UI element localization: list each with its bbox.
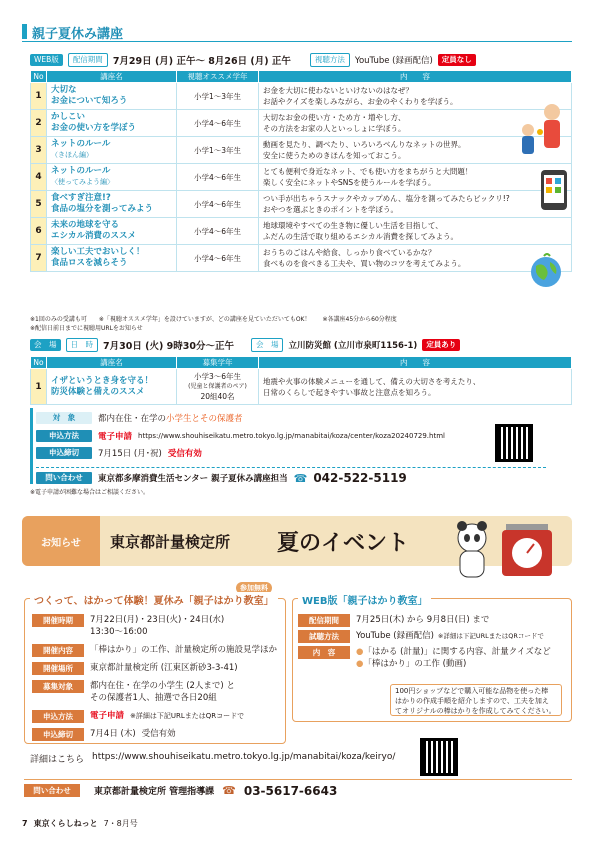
- right-panel-title: WEB版「親子はかり教室」: [298, 592, 431, 607]
- header-grade: 募集学年: [177, 357, 259, 369]
- qr-code-apply[interactable]: [495, 424, 533, 462]
- right-value-line1: [356, 646, 551, 658]
- panda-scale-illustration: [442, 518, 562, 580]
- grade-line3: 20組40名: [200, 391, 235, 401]
- venue-tag: 会 場: [30, 339, 61, 351]
- course-name: [47, 110, 177, 137]
- course-grade: 小学4～6年生: [177, 191, 259, 218]
- header-no: No: [31, 71, 47, 83]
- course-name-line1: イザというとき身を守る！: [51, 375, 154, 386]
- desc-line2: 安全に使うためのきほんを知っておこう。: [263, 151, 406, 160]
- left-value: 電子申請: [90, 711, 125, 721]
- web-note-2: ※配信日前日までに視聴用URLをお知らせ: [30, 325, 143, 332]
- course-desc: [259, 245, 572, 272]
- phone-icon: ☎: [293, 471, 308, 485]
- desc-line1: 動画を見たり、調べたり、いろいろべんりなネットの世界。: [263, 140, 466, 149]
- event-title: 夏のイベント: [277, 531, 410, 556]
- desc-line1: お金を大切に使わないといけないのはなぜ？: [263, 86, 413, 95]
- event-contact-label: 問い合わせ: [24, 784, 80, 797]
- desc-line2: その方法をお家の人といっしょに学ぼう。: [263, 124, 406, 133]
- right-row-content: [298, 646, 551, 670]
- qr-code-event[interactable]: [420, 738, 458, 776]
- right-row-period: [298, 614, 489, 627]
- contact-label: 問い合わせ: [36, 472, 92, 484]
- header-content: 内 容: [259, 71, 572, 83]
- left-label: 開催内容: [32, 644, 84, 657]
- venue-place: 立川防災館 (立川市泉町1156-1): [288, 341, 418, 351]
- left-panel-title: つくって、はかって体験！夏休み「親子はかり教室」: [30, 592, 278, 607]
- course-name-line1: 食べすぎ注意!?: [51, 193, 111, 203]
- table-row: [31, 218, 572, 245]
- method-value: 電子申請: [98, 432, 133, 442]
- right-value-text: 「はかる (計量)」に関する内容、計量クイズなど: [363, 647, 551, 657]
- table-row: [31, 83, 572, 110]
- notice-badge: お知らせ: [22, 516, 100, 566]
- course-grade: 小学4～6年生: [177, 218, 259, 245]
- row-no: 4: [31, 164, 47, 191]
- course-name-line1: ネットのルール: [51, 166, 111, 176]
- event-banner: [22, 516, 572, 566]
- left-row-content: [32, 644, 277, 657]
- deadline-value: 7月15日 (月･祝): [98, 449, 162, 459]
- section-header: [22, 22, 572, 42]
- target-highlight: 小学生とその保護者: [166, 414, 243, 424]
- right-info-box: [390, 684, 562, 716]
- left-value: 東京都計量検定所 (江東区新砂3-3-41): [90, 663, 238, 673]
- grade-line1: 小学3～6年生: [193, 371, 242, 381]
- title-bar-decoration: [22, 24, 27, 39]
- left-value: 「棒はかり」の工作、計量検定所の施設見学ほか: [90, 645, 278, 655]
- magazine-name: 東京くらしねっと: [33, 819, 98, 828]
- contact-tel: 042-522-5119: [313, 471, 407, 485]
- course-name-sub: 〈使ってみよう編〉: [51, 178, 114, 186]
- venue-capacity-badge: 定員あり: [422, 339, 460, 351]
- detail-line: [30, 752, 395, 765]
- desc-line2: 楽しく安全にネットやSNSを使うルールを学ぼう。: [263, 178, 436, 187]
- right-value-note: ※詳細は下記URLまたはQRコードで: [437, 632, 544, 640]
- course-grade: 小学4～6年生: [177, 164, 259, 191]
- course-name: [47, 83, 177, 110]
- web-period: 7月29日 (月) 正午～ 8月26日 (月) 正午: [112, 56, 291, 67]
- right-value: [356, 646, 551, 670]
- desc-line2: お話やクイズを楽しみながら、お金のやくわりを学ぼう。: [263, 97, 458, 106]
- left-row-place: [32, 662, 238, 675]
- course-name: [47, 218, 177, 245]
- course-name-line2: 食品ロスを減らそう: [51, 258, 128, 268]
- right-value: 7月25日(木) から 9月8日(日) まで: [356, 615, 490, 625]
- left-label: 開催時期: [32, 614, 84, 627]
- course-desc: [259, 369, 572, 405]
- desc-line2: 日常のくらしで起きやすい事故と注意点を知ろう。: [263, 387, 436, 397]
- course-name-line1: かしこい: [51, 112, 86, 122]
- course-grade: 小学1～3年生: [177, 137, 259, 164]
- row-no: 7: [31, 245, 47, 272]
- grade-line2: (児童と保護者のペア): [188, 382, 247, 390]
- phone-icon: ☎: [222, 784, 236, 797]
- desc-line1: おうちのごはんや給食、しっかり食べているかな？: [263, 248, 436, 257]
- earth-illustration: [528, 252, 564, 292]
- course-name-line1: 楽しい工夫でおいしく！: [51, 247, 145, 257]
- course-desc: [259, 218, 572, 245]
- desc-line2: ふだんの生活で取り組めるエシカル消費を探してみよう。: [263, 232, 458, 241]
- left-row-method: [32, 710, 244, 723]
- web-tag: WEB版: [30, 54, 63, 66]
- desc-line1: つい手が出ちゃうスナックやカップめん、塩分を測ってみたらビックリ!?: [263, 194, 510, 203]
- course-name-line2: 食品の塩分を測ってみよう: [51, 204, 154, 214]
- deadline-highlight: 受信有効: [167, 449, 202, 459]
- header-content: 内 容: [259, 357, 572, 369]
- section-title: 親子夏休み講座: [32, 27, 124, 42]
- right-value-text: 「棒はかり」の工作 (動画): [363, 659, 467, 669]
- course-grade: 小学4～6年生: [177, 245, 259, 272]
- left-row-period: [32, 614, 224, 638]
- target-row: [36, 412, 243, 424]
- left-label: 申込方法: [32, 710, 84, 723]
- web-note-1: ※1回のみの受講も可 ※「視聴オススメ学年」を設けていますが、どの講座を見ていただいてもOK！ ※各講座45分から60分程度: [30, 316, 397, 323]
- period-label: 配信期間: [68, 53, 108, 67]
- course-name-line2: お金の使い方を学ぼう: [51, 123, 137, 133]
- web-course-table: [30, 70, 572, 272]
- desc-line1: 大切なお金の使い方・ため方・増やし方、: [263, 113, 406, 122]
- web-method: YouTube (録画配信): [354, 56, 433, 66]
- header-no: No: [31, 357, 47, 369]
- course-name-line1: 未来の地球を守る: [51, 220, 120, 230]
- left-row-target: [32, 680, 235, 704]
- row-no: 1: [31, 83, 47, 110]
- target-prefix: 都内在住・在学の: [98, 414, 167, 424]
- header-grade: 視聴オススメ学年: [177, 71, 259, 83]
- event-contact-tel: 03-5617-6643: [243, 783, 338, 798]
- left-label: 開催場所: [32, 662, 84, 675]
- left-label: 募集対象: [32, 680, 84, 693]
- course-name-line1: 大切な: [51, 85, 77, 95]
- box-line2: はかりの作成手順を紹介しますので、工夫を加え: [395, 697, 549, 705]
- issue-label: 7・8月号: [103, 819, 138, 828]
- left-value-note: ※詳細は下記URLまたはQRコードで: [130, 712, 245, 720]
- table-row: [31, 110, 572, 137]
- course-name: [47, 245, 177, 272]
- left-value-line2: その保護者1人、抽選で各日20組: [90, 693, 217, 703]
- course-desc: [259, 191, 572, 218]
- course-name: [47, 137, 177, 164]
- table-row: [31, 137, 572, 164]
- page-number: 7: [22, 819, 28, 828]
- box-line1: 100円ショップなどで購入可能な品物を使った棒: [395, 687, 549, 695]
- course-name-line1: ネットのルール: [51, 139, 111, 149]
- apply-url-link[interactable]: https://www.shouhiseikatu.metro.tokyo.lg.jp/manabitai/koza/center/koza20240729.html: [138, 432, 445, 440]
- smartphone-illustration: [538, 168, 570, 212]
- left-value-note: 受信有効: [141, 729, 176, 739]
- right-value: YouTube (録画配信): [356, 631, 434, 641]
- bullet-icon: ●: [356, 647, 364, 657]
- right-row-method: [298, 630, 544, 643]
- deadline-row: [36, 447, 202, 459]
- venue-course-table: [30, 356, 572, 405]
- header-name: 講座名: [47, 357, 177, 369]
- contact-row: [36, 467, 546, 485]
- event-org: 東京都計量検定所: [110, 533, 231, 551]
- left-value: 7月4日 (木): [90, 729, 136, 739]
- desc-line2: 食べものを食べきる工夫や、買い物のコツを考えてみよう。: [263, 259, 466, 268]
- left-label: 申込締切: [32, 728, 84, 741]
- right-label: 試聴方法: [298, 630, 350, 643]
- course-name: [47, 164, 177, 191]
- course-name-line2: エシカル消費のススメ: [51, 231, 137, 241]
- header-name: 講座名: [47, 71, 177, 83]
- row-no: 1: [31, 369, 47, 405]
- free-badge: 参加無料: [236, 582, 272, 594]
- row-no: 2: [31, 110, 47, 137]
- row-no: 3: [31, 137, 47, 164]
- row-no: 6: [31, 218, 47, 245]
- table-header-row: [31, 357, 572, 369]
- contact-value: 東京都多摩消費生活センター 親子夏休み講座担当: [98, 474, 288, 484]
- course-name: [47, 191, 177, 218]
- left-value: [90, 614, 224, 638]
- parent-child-illustration: [512, 100, 568, 160]
- detail-prefix: 詳細はこちら: [30, 755, 85, 765]
- date-label: 日 時: [66, 338, 99, 352]
- desc-line1: とても便利で身近なネット、でも使い方をまちがうと大問題！: [263, 167, 473, 176]
- right-label: 内 容: [298, 646, 350, 659]
- course-grade: [177, 369, 259, 405]
- course-grade: 小学4～6年生: [177, 110, 259, 137]
- desc-line1: 地震や火事の体験メニューを通して、備えの大切さを考えたり、: [263, 376, 481, 386]
- bullet-icon: ●: [356, 659, 364, 669]
- deadline-label: 申込締切: [36, 447, 92, 459]
- method-label: 申込方法: [36, 430, 92, 442]
- event-contact-value: 東京都計量検定所 管理指導課: [94, 787, 215, 797]
- course-name-line2: お金について知ろう: [51, 96, 128, 106]
- course-desc: [259, 164, 572, 191]
- box-line3: てオリジナルの棒はかりを作成してみてください。: [395, 707, 556, 715]
- course-grade: 小学1～3年生: [177, 83, 259, 110]
- table-header-row: [31, 71, 572, 83]
- method-row: [36, 430, 445, 442]
- target-value: [98, 412, 243, 424]
- table-row: [31, 369, 572, 405]
- course-name-line2: 防災体験と備えのススメ: [51, 386, 145, 397]
- left-value: [90, 680, 235, 704]
- left-value-line2: 13:30～16:00: [90, 627, 148, 637]
- table-row: [31, 245, 572, 272]
- table-row: [31, 191, 572, 218]
- right-value-line2: [356, 658, 551, 670]
- desc-line2: おやつを選ぶときのポイントを学ぼう。: [263, 205, 398, 214]
- row-no: 5: [31, 191, 47, 218]
- web-info-line: [30, 53, 476, 67]
- method-label: 視聴方法: [310, 53, 350, 67]
- right-label: 配信期間: [298, 614, 350, 627]
- capacity-badge: 定員なし: [438, 54, 476, 66]
- table-row: [31, 164, 572, 191]
- event-contact-row: [24, 779, 572, 797]
- apply-note: ※電子申請が困難な場合はご相談ください。: [30, 489, 150, 496]
- venue-info-line: [30, 338, 460, 352]
- venue-date: 7月30日 (火) 9時30分～正午: [103, 341, 234, 352]
- detail-url-link[interactable]: https://www.shouhiseikatu.metro.tokyo.lg.jp/manabitai/koza/keiryo/: [92, 752, 396, 762]
- desc-line1: 地球環境やすべての生き物に優しい生活を目指して、: [263, 221, 443, 230]
- place-label: 会 場: [251, 338, 284, 352]
- left-row-deadline: [32, 728, 176, 741]
- left-value-line1: 7月22日(月)・23日(火)・24日(水): [90, 615, 225, 625]
- course-name: [47, 369, 177, 405]
- left-value-line1: 都内在住・在学の小学生 (2人まで) と: [90, 681, 235, 691]
- target-label: 対 象: [36, 412, 92, 424]
- footer: [22, 818, 138, 829]
- course-name-sub: （きほん編）: [51, 151, 93, 159]
